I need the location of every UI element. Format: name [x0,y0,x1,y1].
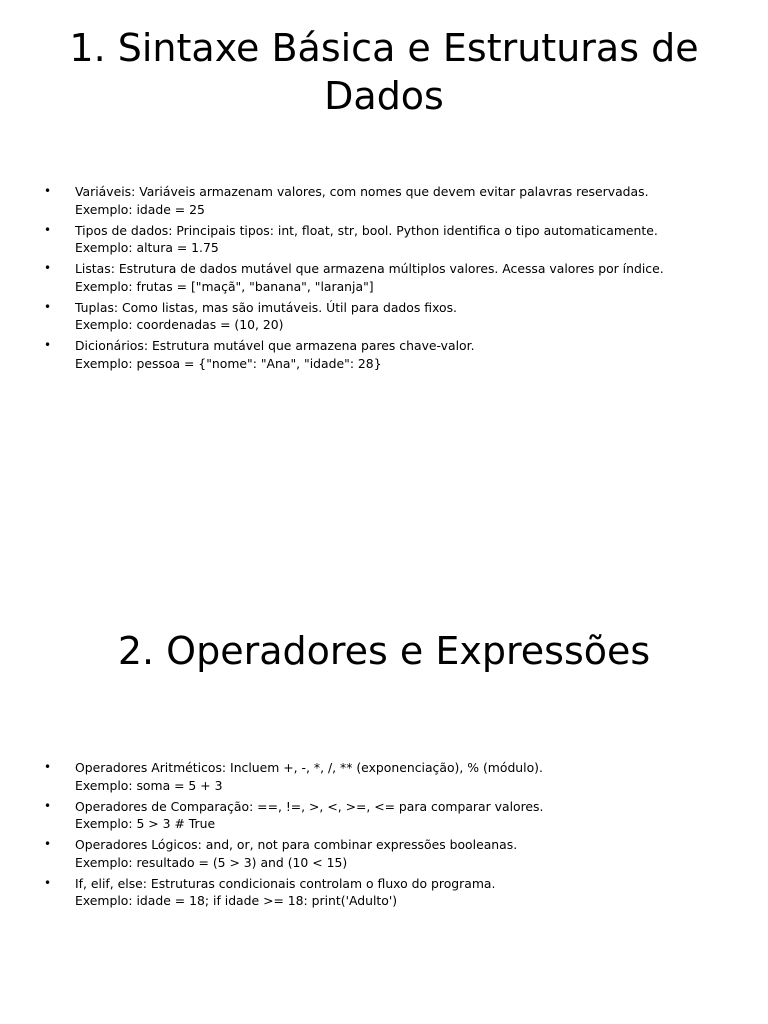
bullet-example: Exemplo: soma = 5 + 3 [75,777,223,793]
bullet-example: Exemplo: coordenadas = (10, 20) [75,317,284,332]
bullet-icon: • [44,875,52,890]
bullet-icon: • [44,798,52,813]
bullet-item-condicionais [44,875,734,910]
bullet-item-comparacao [44,798,734,833]
bullet-example: Exemplo: altura = 1.75 [75,240,219,255]
bullet-item-aritmeticos [44,759,734,794]
bullet-example: Exemplo: 5 > 3 # True [75,816,216,831]
bullet-icon: • [44,760,52,774]
bullet-list [44,183,734,376]
bullet-item-tipos-de-dados [44,222,734,257]
bullet-text: If, elif, else: Estruturas condicionais controlam o fluxo do programa. [75,875,496,891]
bullet-example: Exemplo: frutas = ["maçã", "banana", "laranja"] [75,278,374,294]
bullet-text: Operadores Aritméticos: Incluem +, -, *, /, ** (exponenciação), % (módulo). [75,760,543,775]
bullet-example: Exemplo: idade = 25 [75,201,205,217]
slide-title: 2. Operadores e Expressões [117,629,651,673]
bullet-item-variaveis [44,183,734,218]
bullet-icon: • [44,837,52,851]
bullet-item-listas [44,260,734,295]
bullet-icon: • [44,299,52,314]
bullet-item-dicionarios [44,337,734,372]
bullet-icon: • [44,184,52,198]
bullet-text: Dicionários: Estrutura mutável que armazena pares chave-valor. [75,338,475,353]
bullet-text: Tipos de dados: Principais tipos: int, float, str, bool. Python identifica o tipo automaticamente. [75,222,658,238]
bullet-list [44,759,734,913]
bullet-icon: • [44,261,52,275]
bullet-example: Exemplo: pessoa = {"nome": "Ana", "idade": 28} [75,355,382,371]
bullet-text: Tuplas: Como listas, mas são imutáveis. Útil para dados fixos. [75,299,457,315]
bullet-icon: • [44,222,52,237]
bullet-text: Listas: Estrutura de dados mutável que armazena múltiplos valores. Acessa valores por índice. [75,261,664,276]
bullet-example: Exemplo: resultado = (5 > 3) and (10 < 15) [75,854,348,870]
bullet-text: Operadores Lógicos: and, or, not para combinar expressões booleanas. [75,837,518,852]
slide-2 [0,512,768,1024]
bullet-text: Variáveis: Variáveis armazenam valores, com nomes que devem evitar palavras reservadas. [75,184,649,199]
bullet-text: Operadores de Comparação: ==, !=, >, <, >=, <= para comparar valores. [75,798,544,814]
bullet-example: Exemplo: idade = 18; if idade >= 18: print('Adulto') [75,893,398,908]
slide-title: 1. Sintaxe Básica e Estruturas de Dados [69,26,699,118]
bullet-icon: • [44,338,52,352]
bullet-item-logicos [44,836,734,871]
bullet-item-tuplas [44,299,734,334]
